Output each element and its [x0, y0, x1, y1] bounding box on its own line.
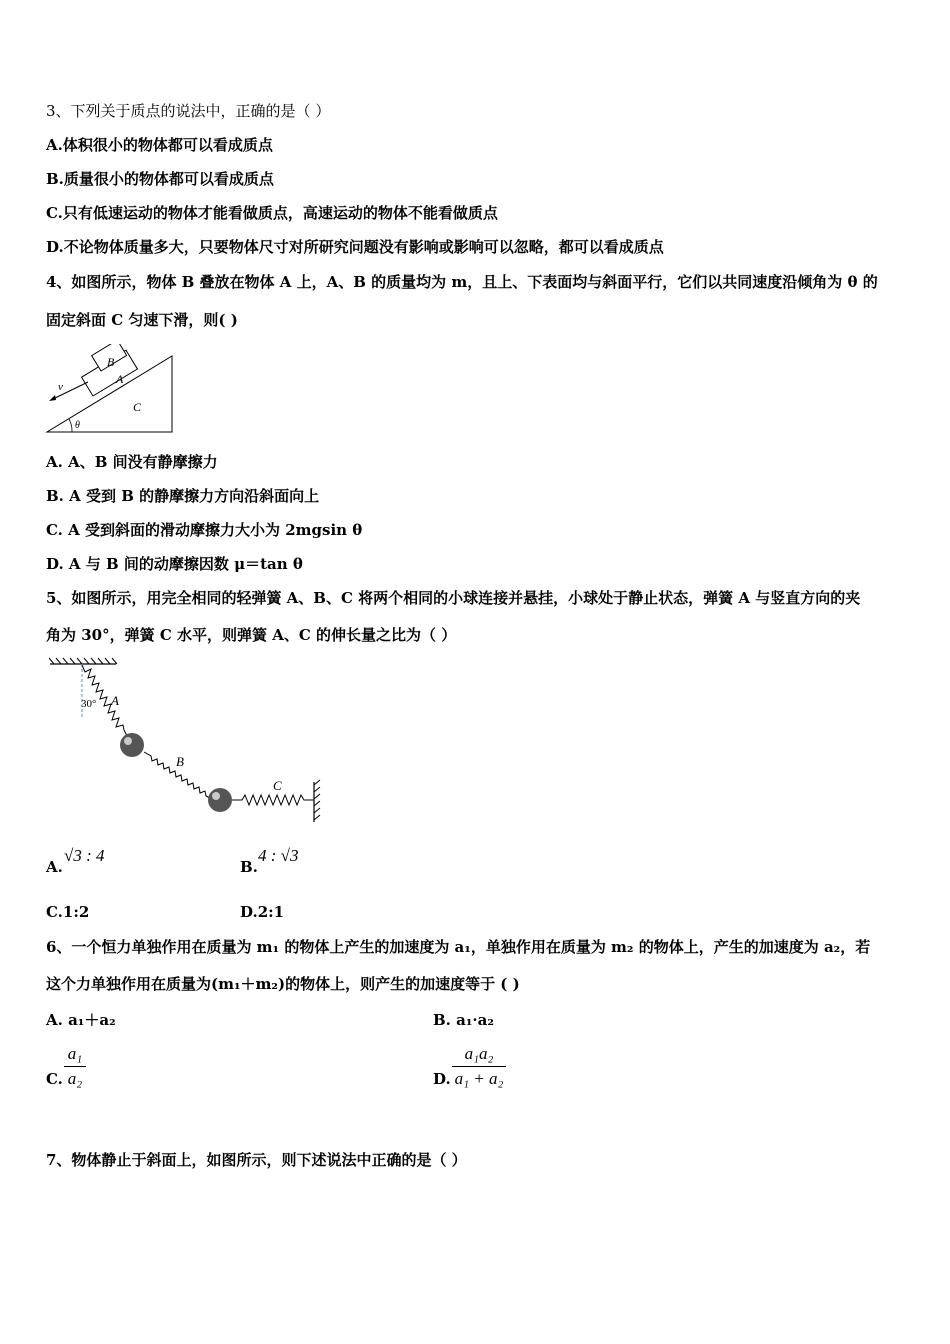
q4-option-d: D. A 与 B 间的动摩擦因数 μ＝tan θ: [46, 555, 303, 573]
label-c: C: [133, 400, 142, 414]
q6-option-c-fraction: [64, 1044, 86, 1089]
q4-option-c: C. A 受到斜面的滑动摩擦力大小为 2mgsin θ: [46, 521, 363, 539]
q6-option-d-label: D.: [433, 1070, 451, 1088]
q5-option-a-label: A.: [46, 858, 63, 876]
q4-option-a: A. A、B 间没有静摩擦力: [46, 453, 218, 471]
q5-option-d: D.2:1: [240, 903, 285, 921]
spring-c: [232, 795, 314, 805]
q3-option-b: B.质量很小的物体都可以看成质点: [46, 170, 274, 188]
q6-option-d-fraction: [452, 1044, 506, 1089]
q4-stem-line2: 固定斜面 C 匀速下滑，则( ): [46, 311, 238, 329]
q6-option-d-denominator: a₁ + a₂: [454, 1069, 504, 1088]
velocity-arrow: [51, 382, 88, 400]
label-angle: 30°: [81, 698, 97, 710]
incline-figure: [44, 344, 176, 436]
q6-option-d-numerator: a₁a₂: [464, 1044, 494, 1063]
q3-stem: 3、下列关于质点的说法中，正确的是（ ）: [46, 102, 331, 120]
q6-option-b: B. a₁·a₂: [433, 1011, 494, 1029]
label-spring-a: A: [111, 693, 119, 708]
q5-option-b-value: 4 : √3: [258, 846, 299, 865]
label-spring-c: C: [273, 778, 282, 793]
q6-option-c-label: C.: [46, 1070, 63, 1088]
q6-stem-line1: 6、一个恒力单独作用在质量为 m₁ 的物体上产生的加速度为 a₁，单独作用在质量为 m₂ 的物体上，产生的加速度为 a₂，若: [46, 938, 871, 956]
q7-stem: 7、物体静止于斜面上，如图所示，则下述说法中正确的是（ ）: [46, 1151, 467, 1169]
ball-1: [120, 733, 144, 757]
q6-option-a: A. a₁＋a₂: [46, 1011, 116, 1029]
q3-option-d: D.不论物体质量多大，只要物体尺寸对所研究问题没有影响或影响可以忽略，都可以看成质点: [46, 238, 664, 256]
spring-figure: [44, 654, 326, 826]
ball-2: [208, 788, 232, 812]
label-theta: θ: [75, 420, 80, 431]
label-v: v: [58, 381, 63, 393]
q6-stem-line2: 这个力单独作用在质量为(m₁＋m₂)的物体上，则产生的加速度等于 ( ): [46, 975, 520, 993]
q4-option-b: B. A 受到 B 的静摩擦力方向沿斜面向上: [46, 487, 320, 505]
q5-stem-line2: 角为 30°，弹簧 C 水平，则弹簧 A、C 的伸长量之比为（ ）: [46, 626, 457, 644]
q5-option-b-label: B.: [240, 858, 258, 876]
q5-stem-line1: 5、如图所示，用完全相同的轻弹簧 A、B、C 将两个相同的小球连接并悬挂，小球处于静止状态，弹簧 A 与竖直方向的夹: [46, 589, 861, 607]
q3-option-a: A.体积很小的物体都可以看成质点: [46, 136, 273, 154]
label-spring-b: B: [176, 754, 184, 769]
q4-stem-line1: 4、如图所示，物体 B 叠放在物体 A 上，A、B 的质量均为 m，且上、下表面均与斜面平行，它们以共同速度沿倾角为 θ 的: [46, 273, 878, 291]
q3-option-c: C.只有低速运动的物体才能看做质点，高速运动的物体不能看做质点: [46, 204, 498, 222]
q5-option-c: C.1:2: [46, 903, 90, 921]
q5-option-a-value: √3 : 4: [64, 846, 105, 865]
q6-option-c-denominator: a₂: [67, 1069, 83, 1088]
label-b: B: [107, 355, 115, 369]
label-a: A: [116, 372, 124, 386]
q6-option-c-numerator: a₁: [67, 1044, 83, 1063]
